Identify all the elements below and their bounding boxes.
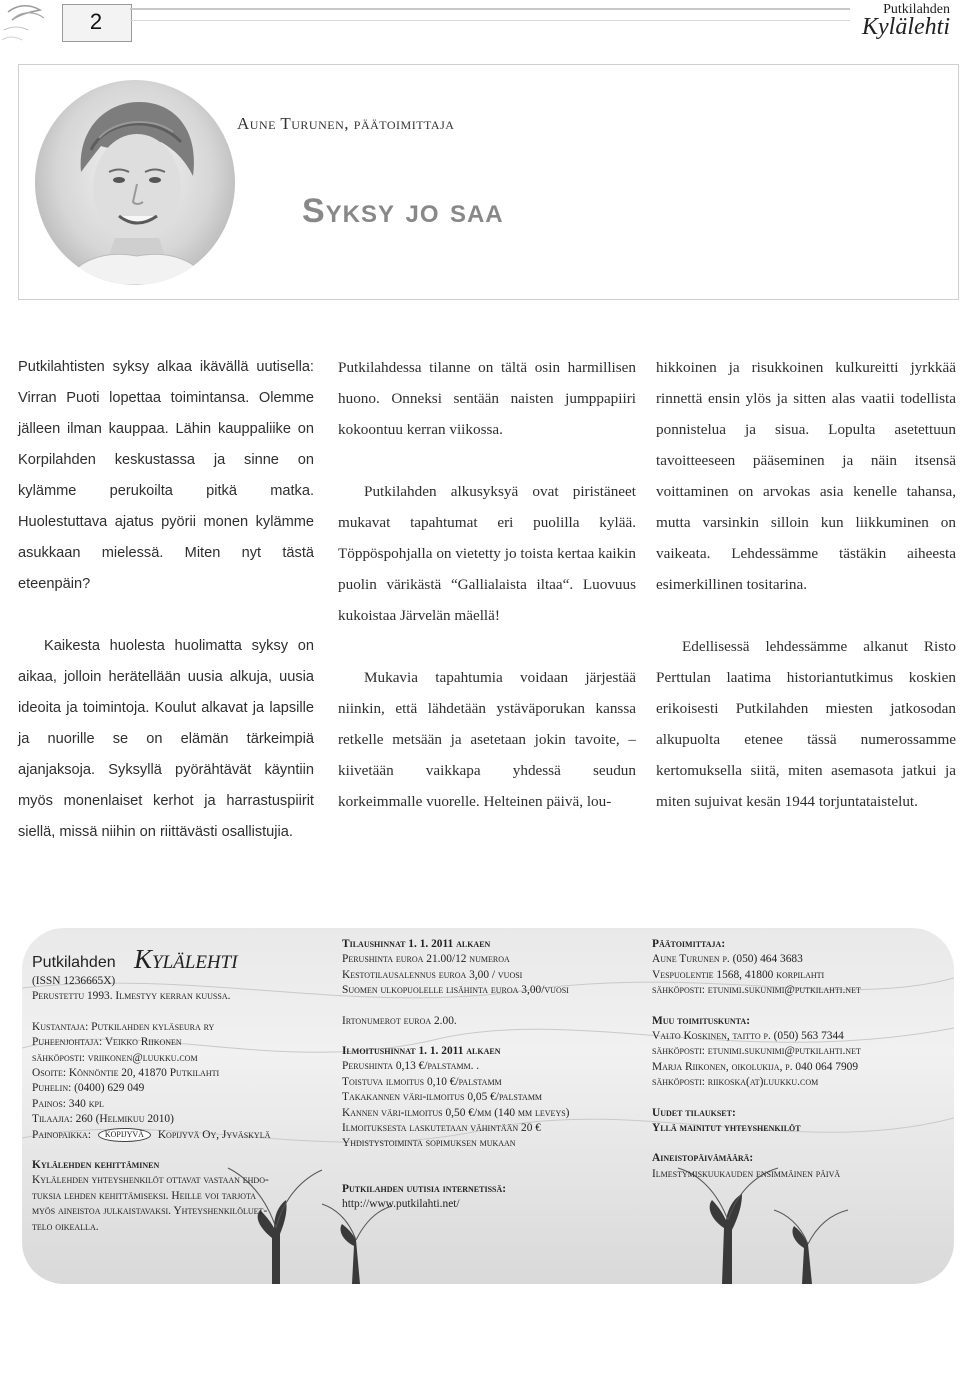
website-link[interactable]: http://www.putkilahti.net/ [342, 1198, 460, 1211]
printer-name: Kopijyvä Oy, Jyväskylä [157, 1128, 271, 1141]
development-text-line: telo oikealla. [32, 1220, 99, 1233]
header-rule-thin [130, 20, 850, 21]
paragraph: hikkoinen ja risukkoinen kulkureitti jyrkkää rinnettä ensin ylös ja sitten alas vaatii todellista ponnistelua ja sisua. Lopulta asetettuun tavoitteeseen pääseminen ja näin itsensä voittaminen on arvokas asia kenelle tahansa, mutta varsinkin silloin kun liikkuminen on vaikeata. Lehdessämme tästäkin aiheesta esimerkillinen tositarina. [656, 359, 956, 593]
single-issue-price: Irtonumerot euroa 2.00. [342, 1014, 457, 1027]
publisher: Kustantaja: Putkilahden kyläseura ry [32, 1020, 215, 1033]
portrait-illustration [35, 80, 235, 285]
new-subscriptions-title: Uudet tilaukset: [652, 1106, 736, 1119]
publication-name: Kylälehti [862, 14, 950, 40]
printer-line [32, 1128, 270, 1143]
editor-line: sähköposti: etunimi.sukunimi@putkilahti.net [652, 984, 861, 997]
article-column-1 [18, 352, 314, 848]
editor-portrait-photo [35, 80, 235, 285]
masthead-column-3 [652, 937, 861, 1182]
phone: Puhelin: (0400) 629 049 [32, 1082, 145, 1095]
new-subscriptions-text: Yllä mainitut yhteyshenkilöt [652, 1122, 801, 1135]
byline: Aune Turunen, päätoimittaja [237, 114, 455, 133]
subscription-price-line: Kestotilausalennus euroa 3,00 / vuosi [342, 968, 523, 981]
founded: Perustettu 1993. Ilmestyy kerran kuussa. [32, 990, 231, 1003]
development-text-line: tuksia lehden kehittämiseksi. Heille voi tarjota [32, 1189, 256, 1202]
staff-line: Valto Koskinen, taitto p. (050) 563 7344 [652, 1030, 844, 1043]
development-text-line: myös aineistoa julkaistavaksi. Yhteyshenkilöluet- [32, 1205, 268, 1218]
chairman: Puheenjohtaja: Veikko Riikonen [32, 1036, 182, 1049]
paragraph: Kaikesta huolesta huolimatta syksy on aikaa, jolloin herätellään uusia alkuja, uusia ideoita ja toimintoja. Koulut alkavat ja lapsille ja nuorille se on elämän tärkeimpiä ajanjaksoja. Syksyllä pyörähtävät käyntiin myös monenlaiset kerhot ja harrastuspiirit siellä, missä niihin on riittävästi osallistujia. [18, 638, 314, 840]
staff-line: sähköposti: etunimi.sukunimi@putkilahti.net [652, 1045, 861, 1058]
ad-prices-title: Ilmoitushinnat 1. 1. 2011 alkaen [342, 1045, 501, 1058]
article-column-2 [338, 352, 636, 817]
editor-line: Aune Turunen p. (050) 464 3683 [652, 953, 803, 966]
paragraph: Mukavia tapahtumia voidaan järjestää niinkin, että lähdetään ystäväporukan kanssa retkelle metsään ja asetetaan jokin tavoite, – kiivetään vaikkapa yhdessä seudun korkeimmalle vuorelle. Helteinen päivä, lou- [338, 669, 636, 810]
subscription-prices-title: Tilaushinnat 1. 1. 2011 alkaen [342, 938, 491, 950]
development-text-line: Kylälehden yhteyshenkilöt ottavat vastaan ehdo- [32, 1174, 269, 1187]
ad-price-line: Toistuva ilmoitus 0,10 €/palstamm [342, 1075, 502, 1088]
printer-logo: KOPIJYVÄ [98, 1128, 151, 1142]
paragraph: Putkilahtisten syksy alkaa ikävällä uutisella: Virran Puoti lopettaa toimintansa. Olemme jälleen ilman kauppaa. Lähin kauppaliike on Korpilahden keskustassa ja sinne on kylämme perukoilta pitkä matka. Huolestuttava ajatus pyörii monen kylämme asukkaan mielessä. Miten nyt tästä eteenpäin? [18, 359, 314, 592]
subscription-price-line: Suomen ulkopuolelle lisähinta euroa 3,00/vuosi [342, 984, 569, 997]
page-number: 2 [89, 9, 103, 34]
paragraph: Putkilahden alkusyksyä ovat piristäneet mukavat tapahtumat eri puolilla kylää. Töppöspohjalla on vietetty jo toista kertaa kaikin puolin värikästä “Gallialaista iltaa“. Luovuus kukoistaa Järvelän mäellä! [338, 483, 636, 624]
header-rule [130, 8, 850, 10]
masthead-title: Kylälehti [134, 944, 238, 974]
chairman-email: sähköposti: vriikonen@luukku.com [32, 1051, 198, 1064]
ad-price-line: Takakannen väri-ilmoitus 0,05 €/palstamm [342, 1091, 543, 1104]
headline: Syksy jo saa [302, 192, 504, 230]
publication-name-small: Putkilahden [883, 2, 950, 17]
web-news-title: Putkilahden uutisia internetissä: [342, 1182, 507, 1195]
issn: (ISSN 1236665X) [32, 975, 116, 987]
subscribers: Tilaajia: 260 (Helmikuu 2010) [32, 1113, 174, 1126]
ad-price-line: Yhdistystoiminta sopimuksen mukaan [342, 1137, 516, 1150]
address: Osoite: Könnöntie 20, 41870 Putkilahti [32, 1067, 220, 1080]
staff-line: sähköposti: riikoska(at)luukku.com [652, 1076, 819, 1089]
article-column-3 [656, 352, 956, 817]
deadline-text: Ilmestymiskuukauden ensimmäinen päivä [652, 1167, 841, 1180]
print-run: Painos: 340 kpl [32, 1097, 104, 1110]
editor-in-chief-title: Päätoimittaja: [652, 938, 726, 950]
editor-line: Vespuolentie 1568, 41800 korpilahti [652, 968, 825, 981]
deadline-title: Aineistopäivämäärä: [652, 1152, 754, 1165]
header-ornament [0, 0, 70, 50]
masthead-column-2 [342, 937, 569, 1213]
development-title: Kylälehden kehittäminen [32, 1159, 160, 1172]
masthead-column-1 [32, 974, 270, 1235]
paragraph: Edellisessä lehdessämme alkanut Risto Perttulan laatima historiantutkimus koskien erikoisesti Putkilahden miesten jatkosodan alkupuolta etenee tässä numerossamme kertomuksella siitä, miten asemasota jatkui ja miten sujuivat kesän 1944 torjuntataistelut. [656, 638, 956, 810]
ad-price-line: Perushinta 0,13 €/palstamm. . [342, 1060, 480, 1073]
printer-label: Painopaikka: [32, 1128, 91, 1141]
subscription-price-line: Perushinta euroa 21.00/12 numeroa [342, 953, 510, 966]
paragraph: Putkilahdessa tilanne on tältä osin harmillisen huono. Onneksi sentään naisten jumppapiiri kokoontuu kerran viikossa. [338, 359, 636, 438]
staff-line: Marja Riikonen, oikolukija, p. 040 064 7909 [652, 1060, 859, 1073]
ad-price-line: Kannen väri-ilmoitus 0,50 €/mm (140 mm leveys) [342, 1106, 570, 1119]
editorial-staff-title: Muu toimituskunta: [652, 1014, 750, 1027]
ad-price-line: Ilmoituksesta laskutetaan vähintään 20 € [342, 1122, 541, 1135]
masthead-title-small: Putkilahden [32, 954, 116, 971]
